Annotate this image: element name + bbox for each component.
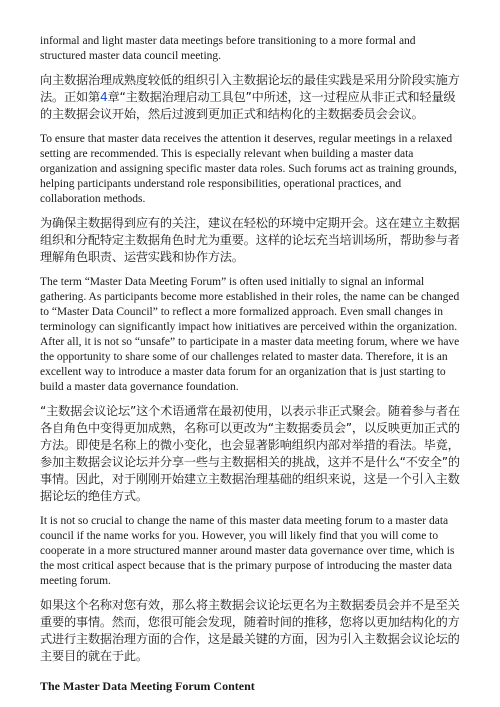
section-heading: The Master Data Meeting Forum Content: [40, 679, 255, 693]
document-page: [40, 34, 464, 694]
paragraph-zh-1-before: 向主数据治理成熟度较低的组织引入主数据论坛的最佳实践是采用分阶段实施方法。正如第: [40, 73, 460, 104]
paragraph-zh-1: [40, 72, 464, 123]
paragraph-zh-3: “主数据会议论坛”这个术语通常在最初使用，以表示非正式聚会。随着参与者在各自角色中变得更加成熟，名称可以更改为“主数据委员会”，以反映更加正式的方法。即使是名称上的微小变化，也会显著影响组织内部对举措的看法。毕竟，参加主数据会议论坛并分享一些与主数据相关的挑战，这并不是什么“不安全”的事情。因此，对于刚刚开始建立主数据治理基础的组织来说，这是一个引入主数据论坛的绝佳方式。: [40, 404, 460, 503]
paragraph-en-3: The term “Master Data Meeting Forum” is often used initially to signal an informal gathering. As participants become more established in their roles, the name can be changed to “Master Data Council” to reflect a more formalized approach. Even small changes in terminology can significantly impact how initiatives are perceived within the organization. After all, it is not so “unsafe” to participate in a master data meeting forum, where we have the opportunity to share some of our challenges related to master data. Therefore, it is an excellent way to introduce a master data forum for an organization that is just starting to build a master data governance foundation.: [40, 276, 460, 393]
paragraph-zh-2: 为确保主数据得到应有的关注，建议在轻松的环境中定期开会。这在建立主数据组织和分配特定主数据角色时尤为重要。这样的论坛充当培训场所，帮助参与者理解角色职责、运营实践和协作方法。: [40, 216, 460, 264]
paragraph-en-4: It is not so crucial to change the name of this master data meeting forum to a master data council if the name works for you. However, you will likely find that you will come to cooperate in a more structured manner around master data governance over time, which is the most critical aspect because that is the primary purpose of introducing the master data meeting forum.: [40, 515, 455, 587]
paragraph-en-1: informal and light master data meetings before transitioning to a more formal and structured master data council meeting.: [40, 35, 416, 62]
paragraph-en-2: To ensure that master data receives the attention it deserves, regular meetings in a relaxed setting are recommended. This is especially relevant when building a master data organization and assigning specific master data roles. Such forums act as training grounds, helping participants understand role responsibilities, operational practices, and collaboration methods.: [40, 133, 457, 205]
paragraph-zh-1-after: 章“主数据治理启动工具包”中所述，这一过程应从非正式和轻量级的主数据会议开始，然后过渡到更加正式和结构化的主数据委员会会议。: [40, 90, 456, 121]
chapter-link[interactable]: 4: [99, 90, 108, 104]
paragraph-zh-4: 如果这个名称对您有效，那么将主数据会议论坛更名为主数据委员会并不是至关重要的事情。然而，您很可能会发现，随着时间的推移，您将以更加结构化的方式进行主数据治理方面的合作，这是最关键的方面，因为引入主数据会议论坛的主要目的就在于此。: [40, 598, 460, 663]
